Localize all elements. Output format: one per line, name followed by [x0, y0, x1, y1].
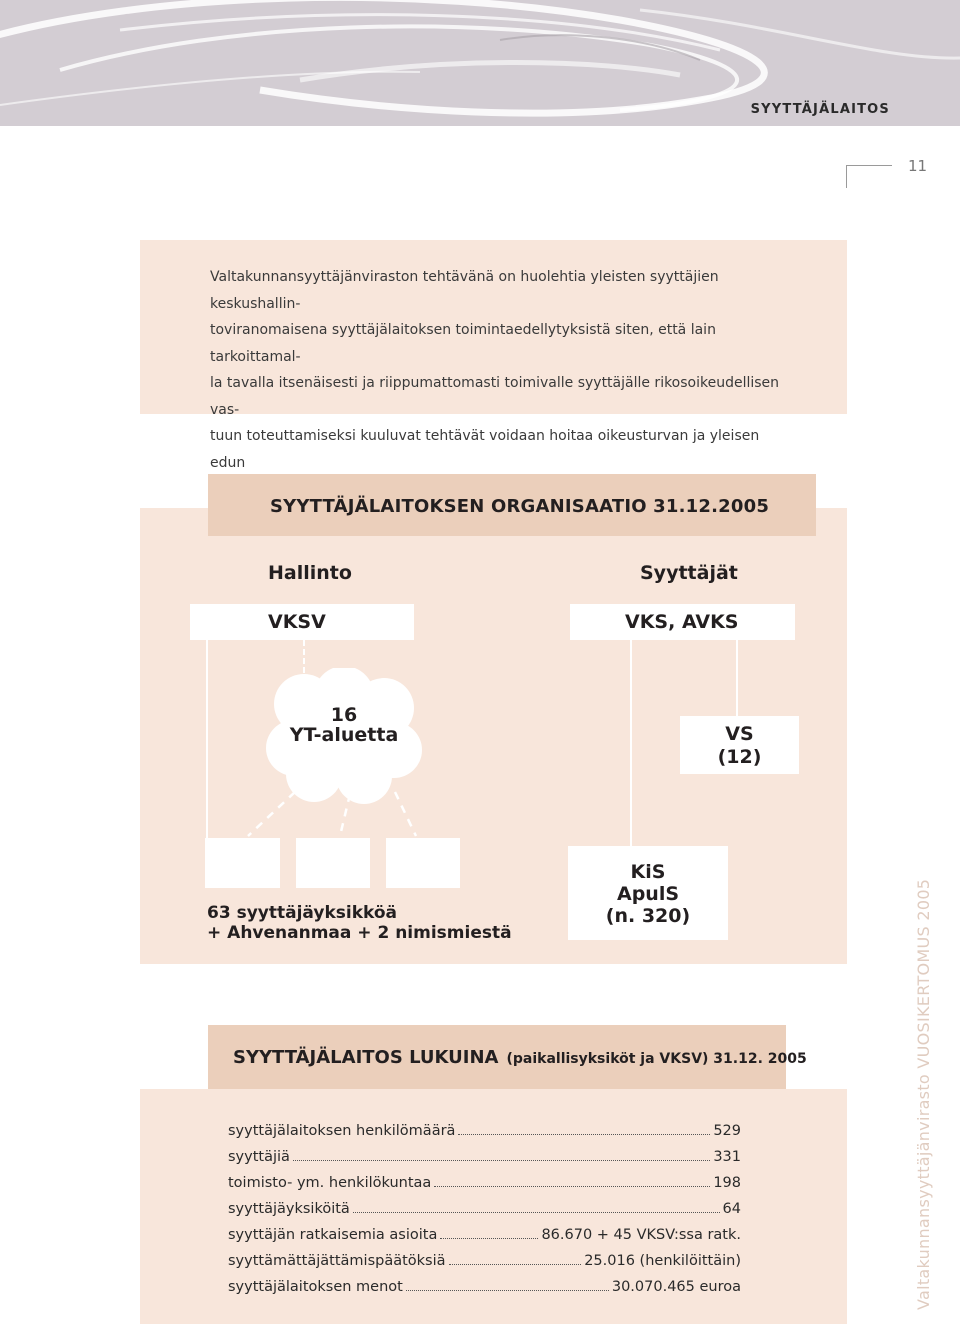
stat-label: syyttäjän ratkaisemia asioita — [228, 1227, 438, 1243]
stat-row — [228, 1226, 741, 1246]
stat-label: syyttämättäjättämispäätöksiä — [228, 1253, 446, 1269]
vks-label: VKS, AVKS — [625, 611, 739, 633]
connector-line — [630, 640, 632, 846]
stat-value: 64 — [722, 1201, 741, 1217]
stat-value: 529 — [713, 1123, 741, 1139]
stat-label: toimisto- ym. henkilökuntaa — [228, 1175, 432, 1191]
stat-label: syyttäjälaitoksen menot — [228, 1279, 403, 1295]
numbers-title-main: SYYTTÄJÄLAITOS LUKUINA — [233, 1047, 499, 1068]
intro-line: toviranomaisena syyttäjälaitoksen toimintaedellytyksistä siten, että lain tarkoittamal- — [210, 322, 716, 365]
cloud-label: YT-aluetta — [289, 724, 399, 746]
connector-line — [736, 640, 738, 716]
dot-leader — [449, 1252, 582, 1265]
dot-leader — [458, 1122, 710, 1135]
kis-label: KiS — [630, 861, 666, 883]
heading-hallinto: Hallinto — [268, 562, 352, 584]
unit-box — [205, 838, 280, 888]
numbers-title-sub: (paikallisyksiköt ja VKSV) 31.12. 2005 — [506, 1051, 807, 1067]
apuls-label: ApulS — [616, 883, 680, 905]
heading-syyttajat: Syyttäjät — [640, 562, 738, 584]
stat-label: syyttäjiä — [228, 1149, 290, 1165]
connector-line — [206, 640, 208, 838]
stat-value: 30.070.465 euroa — [611, 1279, 741, 1295]
intro-paragraph — [210, 264, 790, 503]
stat-value: 198 — [713, 1175, 741, 1191]
page-number: 11 — [908, 157, 928, 175]
intro-line: tuun toteuttamiseksi kuuluvat tehtävät voidaan hoitaa oikeusturvan ja yleisen edun — [210, 428, 760, 471]
stat-row — [228, 1200, 741, 1220]
unit-box — [296, 838, 370, 888]
stat-row — [228, 1174, 741, 1194]
stat-row — [228, 1252, 741, 1272]
section-label: SYYTTÄJÄLAITOS — [750, 102, 890, 117]
corner-mark-horizontal — [846, 165, 892, 166]
stat-value: 25.016 (henkilöittäin) — [584, 1253, 741, 1269]
stat-value: 86.670 + 45 VKSV:ssa ratk. — [541, 1227, 741, 1243]
dot-leader — [406, 1278, 609, 1291]
unit-box — [386, 838, 460, 888]
cloud-count: 16 — [330, 704, 358, 726]
intro-line: la tavalla itsenäisesti ja riippumattomasti toimivalle syyttäjälle rikosoikeudellisen vas- — [210, 375, 780, 418]
kis-count: (n. 320) — [605, 905, 691, 927]
numbers-title — [233, 1047, 807, 1068]
dashed-connectors — [240, 790, 440, 840]
intro-line: Valtakunnansyyttäjänviraston tehtävänä on huolehtia yleisten syyttäjien keskushallin- — [210, 269, 719, 312]
dot-leader — [293, 1148, 710, 1161]
stat-label: syyttäjäyksiköitä — [228, 1201, 350, 1217]
stat-label: syyttäjälaitoksen henkilömäärä — [228, 1123, 456, 1139]
side-publication-label: Valtakunnansyyttäjänvirasto VUOSIKERTOMUS 2005 — [914, 878, 933, 1310]
stat-row — [228, 1278, 741, 1298]
dot-leader — [434, 1174, 710, 1187]
vs-count: (12) — [717, 746, 762, 768]
org-chart-title: SYYTTÄJÄLAITOKSEN ORGANISAATIO 31.12.2005 — [270, 496, 770, 517]
units-count: 63 syyttäjäyksikköä — [207, 903, 397, 923]
units-extra: + Ahvenanmaa + 2 nimismiestä — [207, 923, 512, 943]
dot-leader — [440, 1226, 538, 1239]
stat-row — [228, 1148, 741, 1168]
vksv-label: VKSV — [268, 611, 326, 633]
dot-leader — [353, 1200, 720, 1213]
corner-mark-vertical — [846, 165, 847, 188]
vs-label: VS — [725, 723, 754, 745]
stat-value: 331 — [713, 1149, 741, 1165]
stat-row — [228, 1122, 741, 1142]
